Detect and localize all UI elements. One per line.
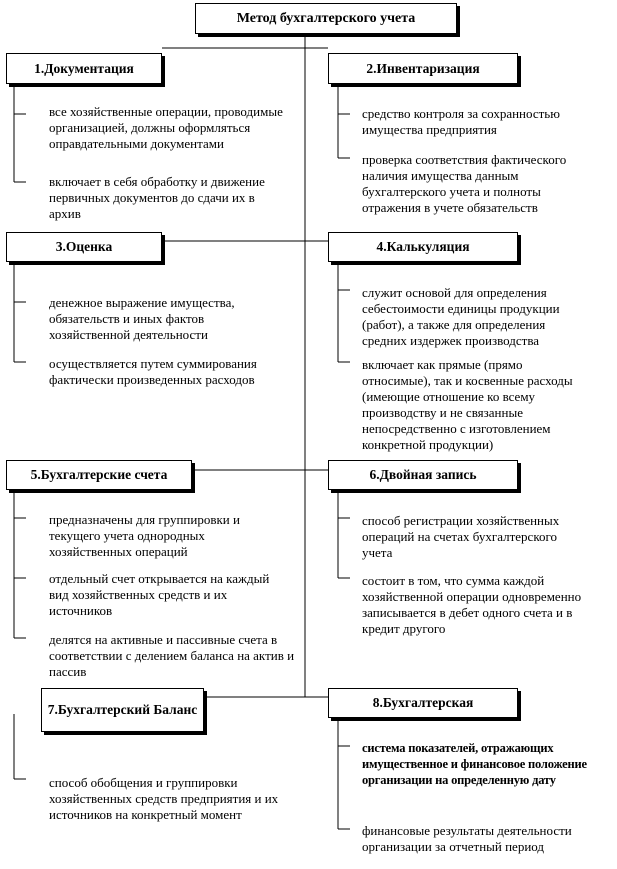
section-5-item-1: предназначены для группировки и текущего учета однородных хозяйственных операций	[49, 512, 240, 559]
section-5-item-2: отдельный счет открывается на каждый вид хозяйственных средств и их источников	[49, 571, 270, 618]
section-8-label: 8.Бухгалтерская	[372, 695, 474, 710]
section-2-item-2: проверка соответствия фактического наличия имущества данным бухгалтерского учета и полноты отражения в учете обязательств	[362, 152, 567, 215]
section-6-double-entry	[328, 460, 518, 490]
section-2-item-1: средство контроля за сохранностью имущества предприятия	[362, 106, 560, 137]
section-7-balance	[41, 688, 204, 732]
title-text: Метод бухгалтерского учета	[236, 10, 416, 26]
section-5-label: 5.Бухгалтерские счета	[30, 467, 168, 482]
section-4-costing	[328, 232, 518, 262]
section-6-label: 6.Двойная запись	[369, 467, 477, 482]
section-1-item-1: все хозяйственные операции, проводимые организацией, должны оформляться оправдательными документами	[49, 104, 283, 151]
section-4-label: 4.Калькуляция	[376, 239, 470, 254]
section-7-item-1: способ обобщения и группировки хозяйственных средств предприятия и их источников на конкретный момент	[49, 775, 279, 822]
section-3-label: 3.Оценка	[55, 239, 113, 254]
title-box	[195, 3, 457, 34]
section-5-item-3: делятся на активные и пассивные счета в соответствии с делением баланса на актив и пассив	[49, 632, 295, 679]
section-6-item-1: способ регистрации хозяйственных операций на счетах бухгалтерского учета	[362, 513, 560, 560]
section-8-item-1: система показателей, отражающих имущественное и финансовое положение организации на определенную дату	[362, 741, 587, 787]
section-1-item-2: включает в себя обработку и движение первичных документов до сдачи их в архив	[49, 174, 265, 221]
section-4-item-1: служит основой для определения себестоимости единицы продукции (работ), а также для определения средних издержек производства	[362, 285, 560, 348]
section-4-item-2: включает как прямые (прямо относимые), так и косвенные расходы (имеющие отношение ко всему производству и не связанные непосредственно с изготовлением конкретной продукции)	[362, 357, 573, 452]
section-6-item-2: состоит в том, что сумма каждой хозяйственной операции одновременно записывается в дебет одного счета и в кредит другого	[362, 573, 582, 636]
section-3-valuation	[6, 232, 162, 262]
section-3-item-1: денежное выражение имущества, обязательств и иных фактов хозяйственной деятельности	[49, 295, 235, 342]
section-5-accounts	[6, 460, 192, 490]
section-8-reporting	[328, 688, 518, 718]
section-1-label: 1.Документация	[34, 60, 134, 76]
section-7-label: 7.Бухгалтерский Баланс	[47, 702, 198, 717]
section-2-label: 2.Инвентаризация	[366, 60, 480, 76]
section-8-item-2: финансовые результаты деятельности организации за отчетный период	[362, 823, 572, 854]
section-2-inventory	[328, 53, 518, 84]
section-1-documentation	[6, 53, 162, 84]
section-3-item-2: осуществляется путем суммирования фактически произведенных расходов	[49, 356, 257, 387]
